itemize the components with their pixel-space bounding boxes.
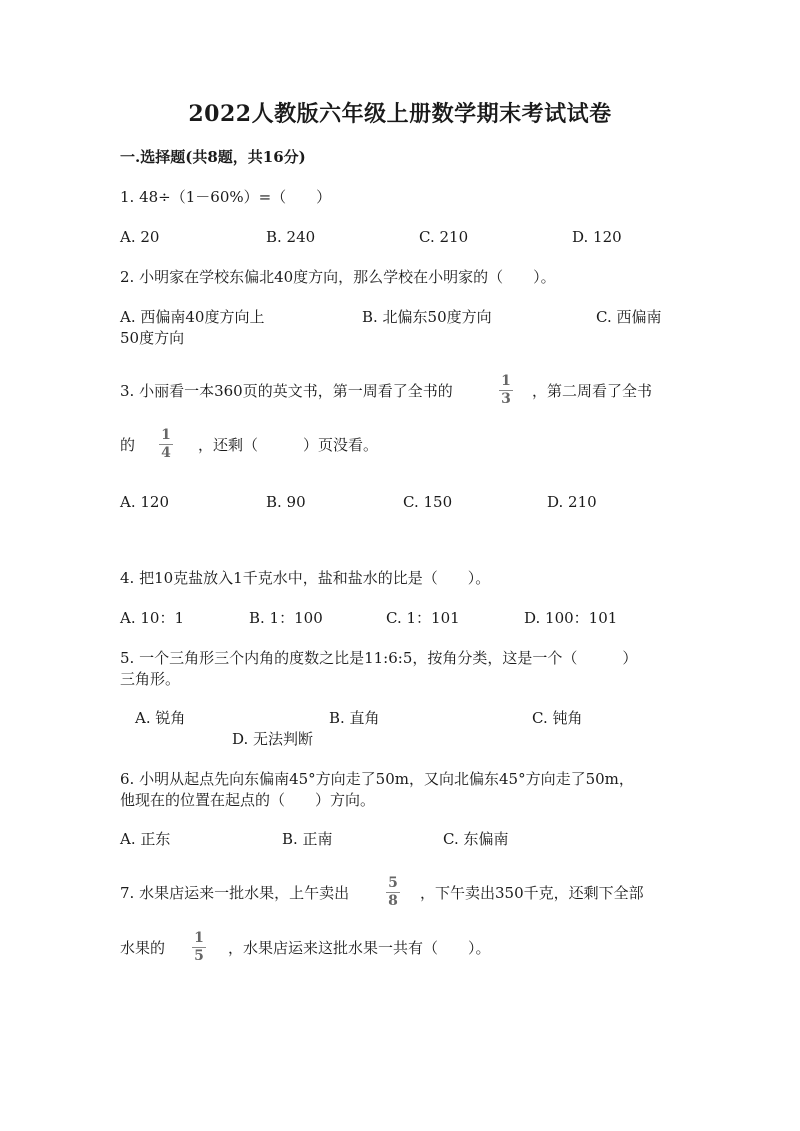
- question-3-stem-part1: 3. 小丽看一本360页的英文书，第一周看了全书的: [120, 382, 453, 400]
- question-7-stem-part1: 7. 水果店运来一批水果，上午卖出: [120, 884, 350, 902]
- question-1-option-d: D. 120: [572, 228, 622, 246]
- question-3-stem-part3: 的: [120, 436, 136, 454]
- fraction-numerator: 1: [194, 930, 204, 946]
- question-2-option-a: A. 西偏南40度方向上: [120, 308, 265, 326]
- question-5-option-c: C. 钝角: [532, 709, 583, 727]
- question-5-option-d: D. 无法判断: [232, 730, 314, 748]
- fraction-denominator: 8: [388, 893, 398, 909]
- question-7-stem-part2: ，下午卖出350千克，还剩下全部: [420, 884, 644, 902]
- fraction-numerator: 5: [388, 875, 398, 891]
- question-7-stem-part3: 水果的: [120, 939, 166, 957]
- question-3-option-c: C. 150: [403, 493, 453, 511]
- question-4-option-b: B. 1：100: [249, 609, 323, 627]
- fraction-one-quarter: [157, 428, 175, 461]
- fraction-denominator: 3: [501, 391, 511, 407]
- fraction-denominator: 5: [194, 948, 204, 964]
- fraction-one-third: [497, 374, 515, 407]
- question-4-option-d: D. 100：101: [524, 609, 618, 627]
- question-6-stem-line1: 6. 小明从起点先向东偏南45°方向走了50m，又向北偏东45°方向走了50m，: [120, 770, 634, 788]
- fraction-five-eighths: [384, 876, 402, 909]
- question-3-option-a: A. 120: [120, 493, 169, 511]
- section-heading: 一.选择题(共8题，共16分): [120, 148, 306, 166]
- question-6-stem-line2: 他现在的位置在起点的（ ）方向。: [120, 791, 376, 809]
- question-3-stem-part2: ，第二周看了全书: [532, 382, 653, 400]
- question-2-option-b: B. 北偏东50度方向: [362, 308, 492, 326]
- question-1-option-b: B. 240: [266, 228, 316, 246]
- question-2-option-c: C. 西偏南: [596, 308, 662, 326]
- question-1-stem: 1. 48÷（1－60%）=（ ）: [120, 188, 332, 206]
- question-2-stem: 2. 小明家在学校东偏北40度方向，那么学校在小明家的（ ）。: [120, 268, 556, 286]
- question-3-option-b: B. 90: [266, 493, 306, 511]
- question-5-stem-line2: 三角形。: [120, 670, 181, 688]
- question-5-stem-line1: 5. 一个三角形三个内角的度数之比是11:6:5，按角分类，这是一个（ ）: [120, 649, 638, 667]
- question-1-option-c: C. 210: [419, 228, 469, 246]
- question-6-option-b: B. 正南: [282, 830, 333, 848]
- question-3-stem-part4: ，还剩（ ）页没看。: [198, 436, 379, 454]
- question-4-option-c: C. 1：101: [386, 609, 460, 627]
- question-7-stem-part4: ，水果店运来这批水果一共有（ ）。: [228, 939, 491, 957]
- question-3-option-d: D. 210: [547, 493, 597, 511]
- fraction-denominator: 4: [161, 445, 171, 461]
- question-6-option-c: C. 东偏南: [443, 830, 509, 848]
- fraction-numerator: 1: [501, 373, 511, 389]
- question-1-option-a: A. 20: [120, 228, 160, 246]
- question-4-option-a: A. 10：1: [120, 609, 184, 627]
- question-5-option-b: B. 直角: [329, 709, 380, 727]
- question-6-option-a: A. 正东: [120, 830, 171, 848]
- page-title: 2022人教版六年级上册数学期末考试试卷: [188, 101, 612, 127]
- question-2-option-c-wrap: 50度方向: [120, 329, 185, 347]
- question-4-stem: 4. 把10克盐放入1千克水中，盐和盐水的比是（ ）。: [120, 569, 491, 587]
- fraction-numerator: 1: [161, 427, 171, 443]
- fraction-one-fifth: [190, 931, 208, 964]
- question-5-option-a: A. 锐角: [135, 709, 186, 727]
